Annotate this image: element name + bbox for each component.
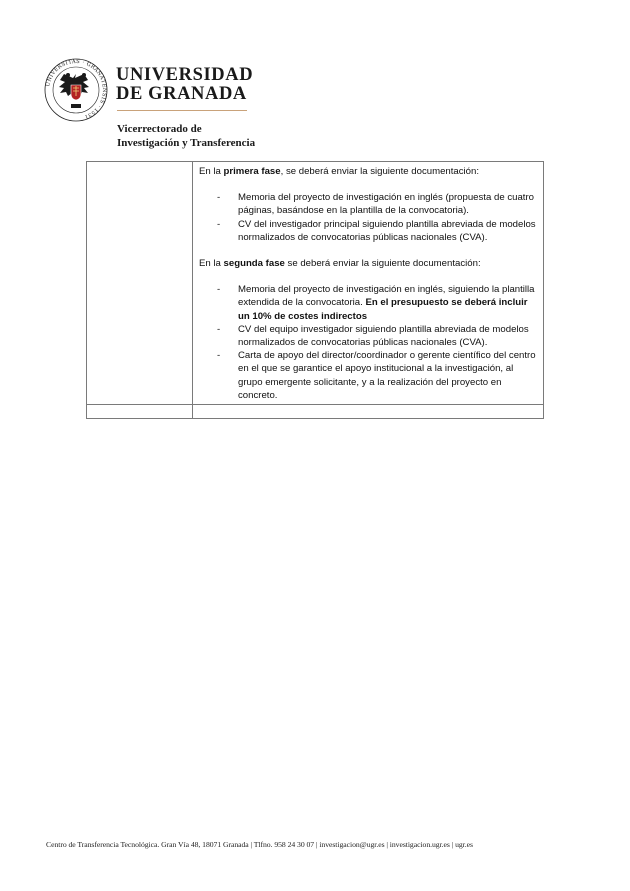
table-cell-right [193, 162, 544, 405]
vicerrectorado-line1: Vicerrectorado de [117, 123, 202, 135]
list-item-text: Carta de apoyo del director/coordinador o gerente científico del centro en el que se garantice el apoyo institucional a la investigación, al grupo emergente solicitante, y a la realización del proyecto en concreto. [238, 350, 536, 401]
table-row-empty [87, 405, 544, 419]
list-item-text: Memoria del proyecto de investigación en inglés (propuesta de cuatro páginas, basándose en la plantilla de la convocatoria). [238, 192, 534, 217]
list-dash: - [217, 350, 221, 362]
page-footer: Centro de Transferencia Tecnológica. Gran Vía 48, 18071 Granada | Tlfno. 958 24 30 07 | investigacion@ugr.es | investigacion.ugr.es | ugr.es [46, 840, 473, 849]
list-dash: - [217, 323, 221, 335]
list-item-bold-text: En el presupuesto se deberá incluir un 10% de costes indirectos [238, 297, 528, 322]
phase2-bold: segunda fase [223, 258, 285, 270]
university-name [116, 66, 253, 104]
phase1-bold: primera fase [223, 166, 281, 177]
list-item [199, 191, 537, 217]
phase1-prefix: En la [199, 166, 224, 177]
phase2-intro [199, 257, 537, 270]
vicerrectorado-name [117, 123, 255, 150]
list-dash: - [217, 284, 221, 296]
documentation-table [86, 161, 544, 419]
seal-lettering: UNIVERSITAS · GRANATENSIS · 1531 [45, 58, 108, 120]
phase1-intro [199, 165, 537, 178]
list-item-text: CV del investigador principal siguiendo plantilla abreviada de modelos normalizados de convocatorias públicas nacionales (CVA). [238, 218, 536, 243]
table-row [87, 162, 544, 405]
phase2-suffix: se deberá enviar la siguiente documentación: [284, 258, 481, 270]
list-item [199, 349, 537, 402]
list-item [199, 218, 537, 244]
university-name-line1: UNIVERSIDAD [116, 65, 254, 85]
list-dash: - [217, 192, 221, 204]
phase2-list [199, 283, 537, 402]
university-name-line2: DE GRANADA [116, 84, 247, 104]
table-cell-left [87, 162, 193, 405]
phase2-prefix: En la [199, 258, 224, 270]
vicerrectorado-line2: Investigación y Transferencia [117, 136, 256, 149]
header-divider [117, 110, 247, 111]
table-cell-right-empty [193, 405, 544, 419]
phase1-list [199, 191, 537, 244]
list-item-text: CV del equipo investigador siguiendo plantilla abreviada de modelos normalizados de convocatorias públicas nacionales (CVA). [238, 323, 529, 349]
university-seal-logo [44, 58, 108, 122]
table-cell-left-empty [87, 405, 193, 419]
list-dash: - [217, 218, 221, 230]
list-item-text: Memoria del proyecto de investigación en inglés, siguiendo la plantilla extendida de la convocatoria. [238, 284, 535, 309]
list-item [199, 283, 537, 323]
phase1-suffix: , se deberá enviar la siguiente documentación: [280, 166, 480, 177]
list-item [199, 323, 537, 349]
